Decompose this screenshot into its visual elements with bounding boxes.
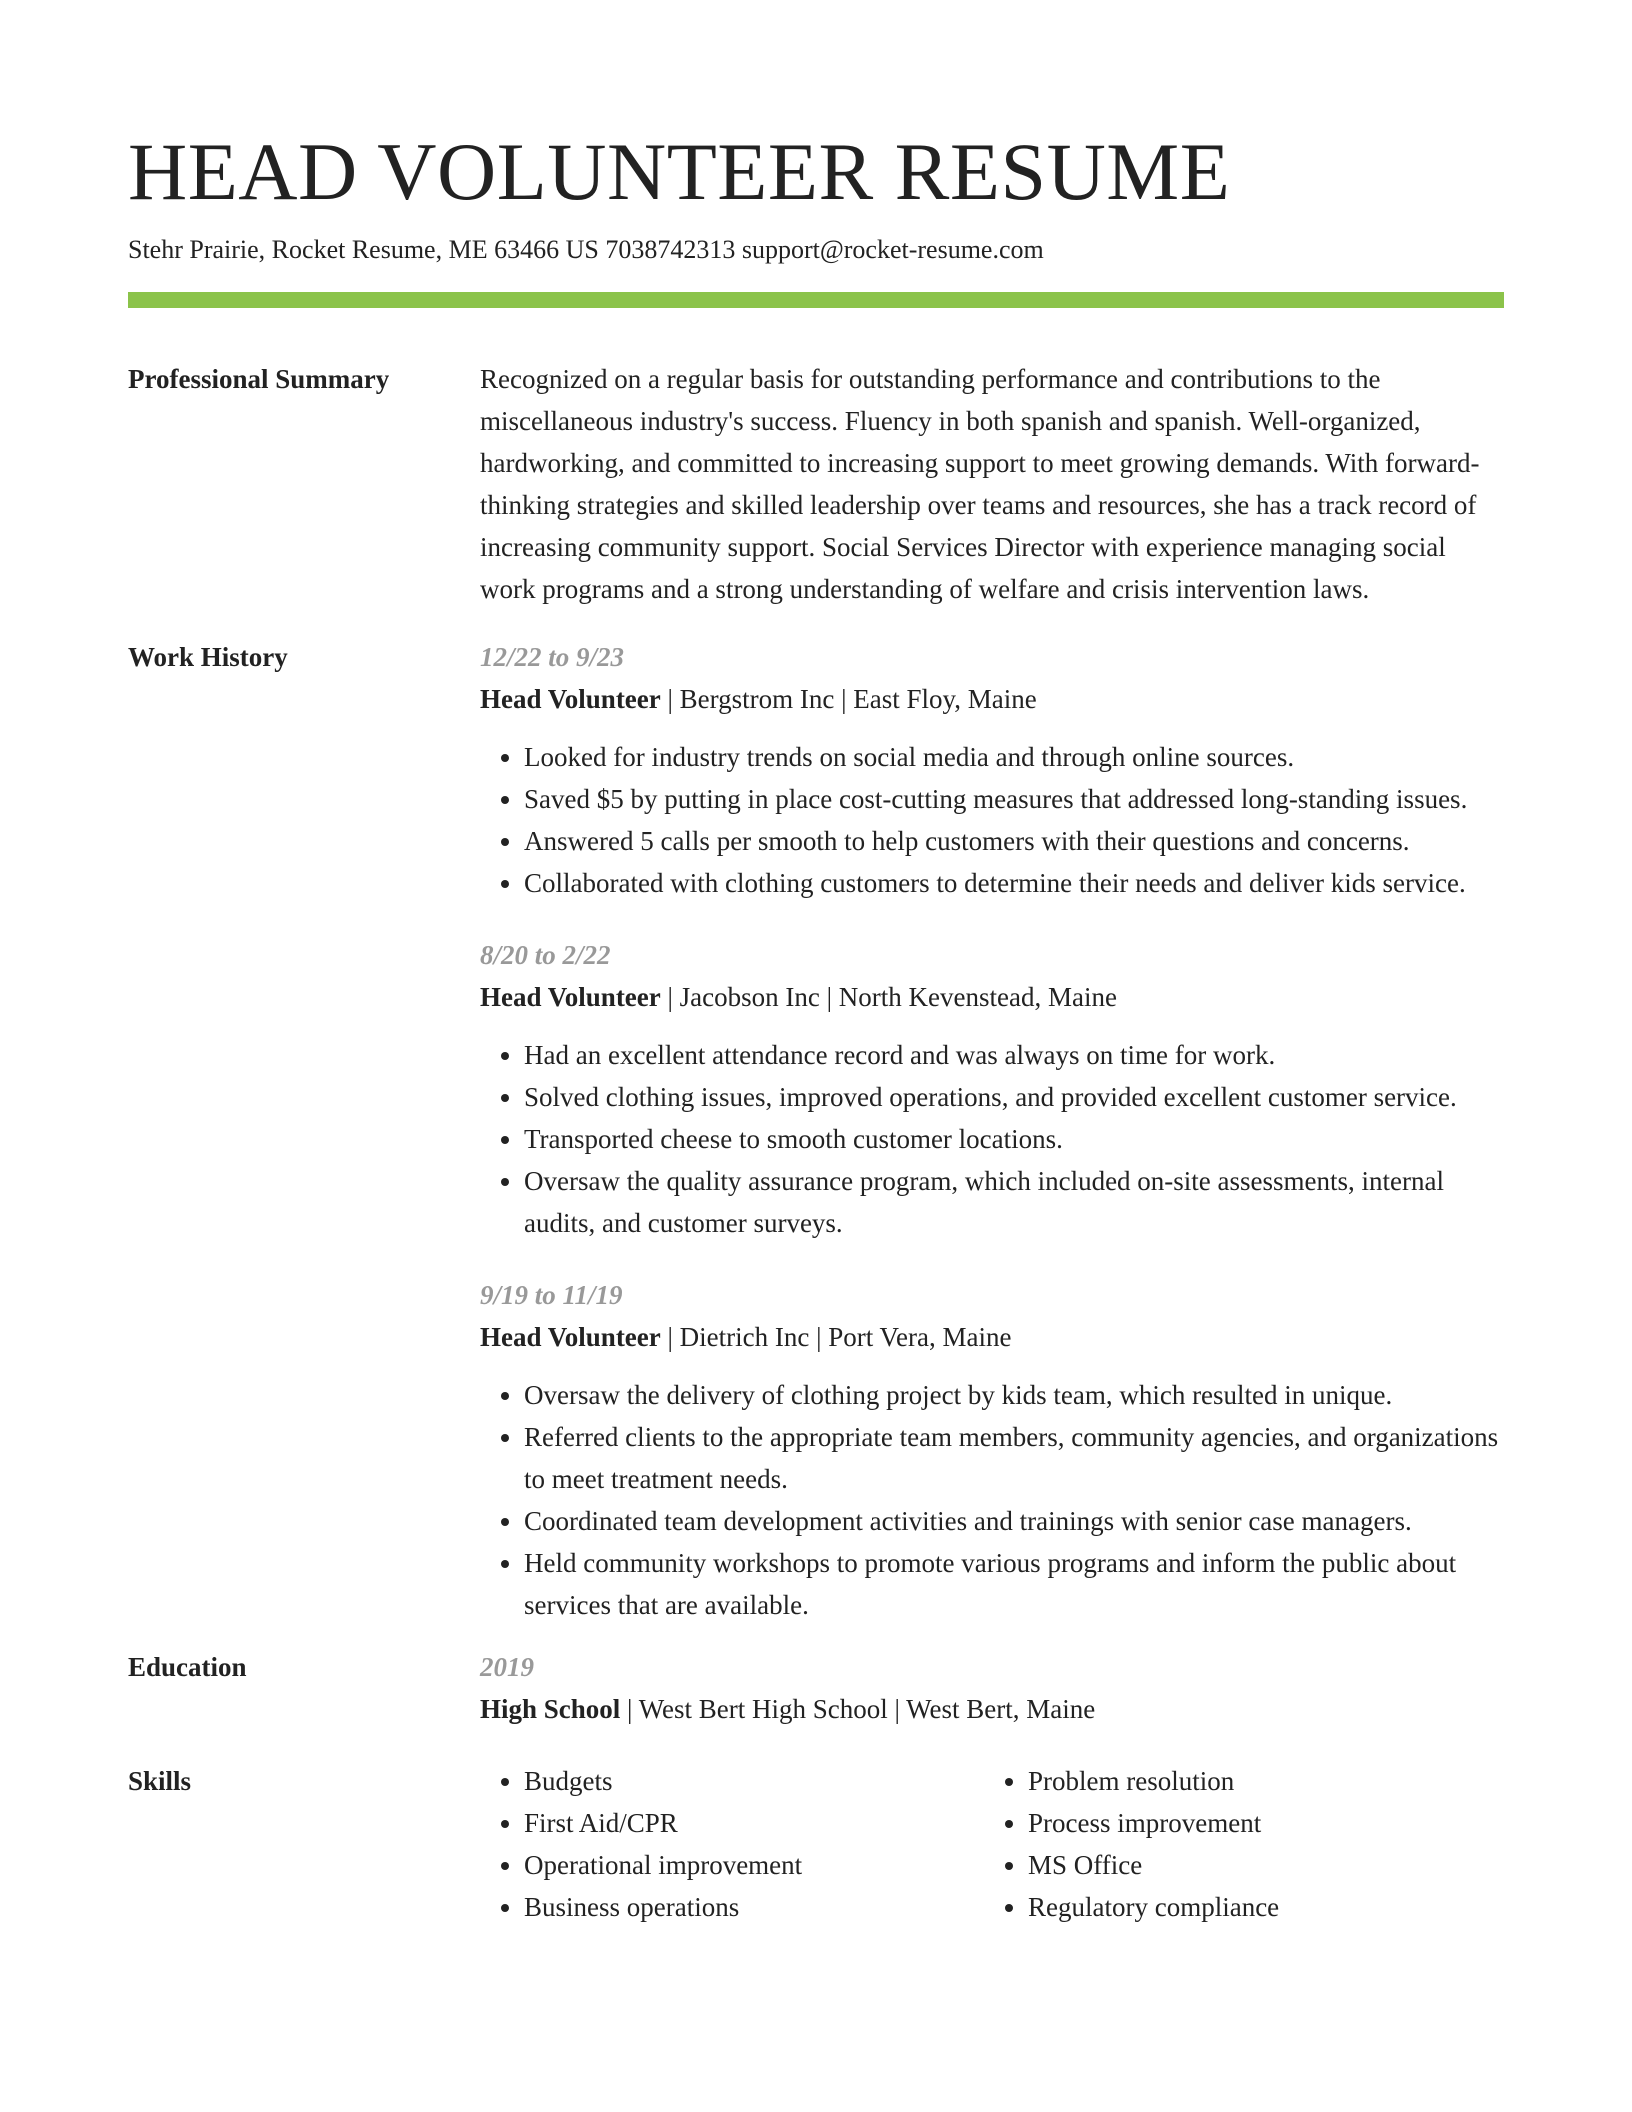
contact-line: Stehr Prairie, Rocket Resume, ME 63466 US 7038742313 support@rocket-resume.com	[128, 235, 1044, 264]
job-header	[480, 1316, 1504, 1358]
job-dates: 12/22 to 9/23	[480, 642, 625, 672]
job-title: Head Volunteer	[480, 1322, 661, 1352]
education-details: | West Bert High School | West Bert, Maine	[620, 1694, 1096, 1724]
job-bullets	[480, 1034, 1504, 1244]
skill-item: • MS Office	[1028, 1844, 1488, 1886]
job-bullet: • Answered 5 calls per smooth to help customers with their questions and concerns.	[524, 820, 1504, 862]
job-bullet: • Had an excellent attendance record and was always on time for work.	[524, 1034, 1504, 1076]
job-bullet: • Held community workshops to promote various programs and inform the public about services that are available.	[524, 1542, 1504, 1626]
job-bullet: • Transported cheese to smooth customer locations.	[524, 1118, 1504, 1160]
skills-column-right	[984, 1760, 1488, 1928]
job-header	[480, 976, 1504, 1018]
education-entry	[480, 1688, 1504, 1730]
job-dates: 8/20 to 2/22	[480, 940, 611, 970]
job-header	[480, 678, 1504, 720]
job-entry	[480, 636, 1504, 904]
skill-item: • Problem resolution	[1028, 1760, 1488, 1802]
summary-section	[128, 358, 1504, 610]
job-bullet: • Coordinated team development activities and trainings with senior case managers.	[524, 1500, 1504, 1542]
job-title: Head Volunteer	[480, 684, 661, 714]
education-heading: Education	[128, 1652, 247, 1682]
job-bullet: • Collaborated with clothing customers to determine their needs and deliver kids service.	[524, 862, 1504, 904]
job-bullet: • Oversaw the quality assurance program, which included on-site assessments, internal audits, and customer surveys.	[524, 1160, 1504, 1244]
work-history-heading: Work History	[128, 642, 288, 672]
skill-item: • Business operations	[524, 1886, 984, 1928]
skills-column-left	[480, 1760, 984, 1928]
job-bullet: • Looked for industry trends on social media and through online sources.	[524, 736, 1504, 778]
job-bullet: • Referred clients to the appropriate team members, community agencies, and organizations to meet treatment needs.	[524, 1416, 1504, 1500]
skills-section	[128, 1760, 1504, 1928]
skill-item: • Regulatory compliance	[1028, 1886, 1488, 1928]
skills-heading: Skills	[128, 1766, 192, 1796]
summary-text: Recognized on a regular basis for outstanding performance and contributions to the miscellaneous industry's success. Fluency in both spanish and spanish. Well-organized, hardworking, and committed to increasing support to meet growing demands. With forward-thinking strategies and skilled leadership over teams and resources, she has a track record of increasing community support. Social Services Director with experience managing social work programs and a strong understanding of welfare and crisis intervention laws.	[480, 364, 1480, 604]
header-divider	[128, 292, 1504, 308]
jobs-list	[480, 636, 1504, 1626]
job-entry	[480, 1274, 1504, 1626]
job-entry	[480, 934, 1504, 1244]
resume-page	[128, 124, 1504, 1928]
job-company-location: | Jacobson Inc | North Kevenstead, Maine	[660, 982, 1117, 1012]
skill-item: • Budgets	[524, 1760, 984, 1802]
job-company-location: | Bergstrom Inc | East Floy, Maine	[660, 684, 1037, 714]
summary-heading: Professional Summary	[128, 364, 390, 394]
education-section	[128, 1646, 1504, 1730]
skill-item: • Operational improvement	[524, 1844, 984, 1886]
job-bullet: • Saved $5 by putting in place cost-cutting measures that addressed long-standing issues.	[524, 778, 1504, 820]
skill-item: • First Aid/CPR	[524, 1802, 984, 1844]
job-bullet: • Oversaw the delivery of clothing project by kids team, which resulted in unique.	[524, 1374, 1504, 1416]
job-dates: 9/19 to 11/19	[480, 1280, 623, 1310]
skill-item: • Process improvement	[1028, 1802, 1488, 1844]
job-company-location: | Dietrich Inc | Port Vera, Maine	[660, 1322, 1012, 1352]
job-title: Head Volunteer	[480, 982, 661, 1012]
education-year: 2019	[480, 1652, 534, 1682]
job-bullets	[480, 736, 1504, 904]
work-history-section	[128, 636, 1504, 1626]
job-bullets	[480, 1374, 1504, 1626]
job-bullet: • Solved clothing issues, improved operations, and provided excellent customer service.	[524, 1076, 1504, 1118]
education-degree: High School	[480, 1694, 621, 1724]
resume-title: HEAD VOLUNTEER RESUME	[128, 126, 1231, 217]
